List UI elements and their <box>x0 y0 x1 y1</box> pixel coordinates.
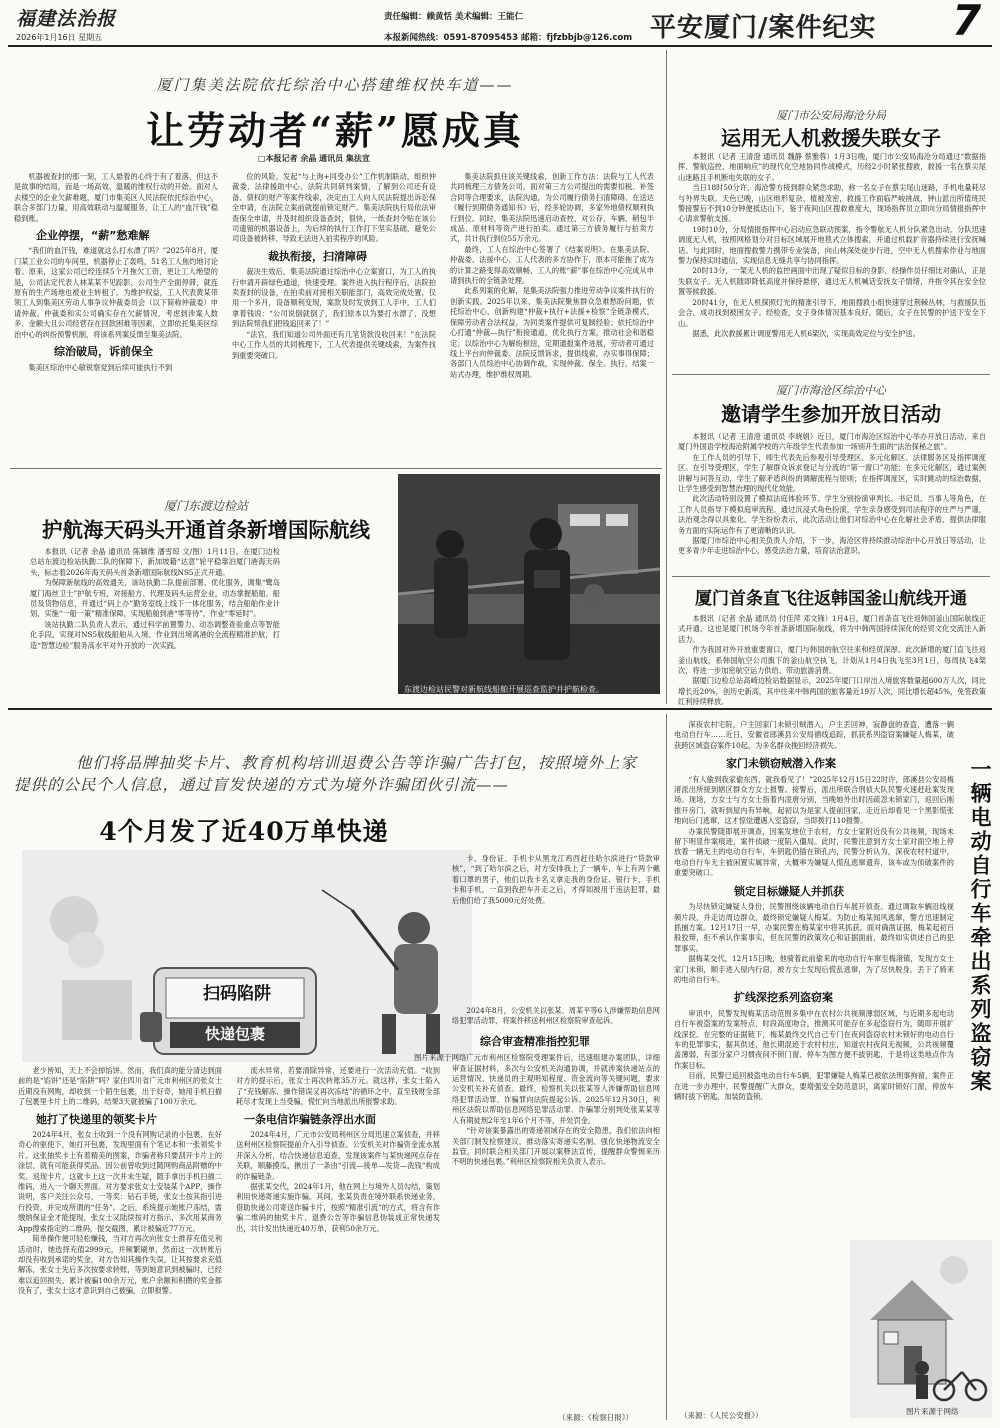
news-hotline: 本报新闻热线：0591-87095453 邮箱：fjfzbbjb@126.com <box>384 33 633 43</box>
fraud-paragraph: 广元市利州区检察院受理案件后，迅速组建办案团队，详细审查证据材料，多次与公安机关沟通协调，并就涉案快递站点的运营情况、快递员的主观明知程度、资金流向等关键问题，要求公安机关补充侦查。最终，检察机关以张某等人涉嫌帮助信息网络犯罪活动罪、诈骗罪向法院提起公诉。2025年12月30日，利州区法院以帮助信息网络犯罪活动罪、诈骗罪分别判处张某某等人有期徒刑2年至1年6个月不等，并处罚金。 <box>452 1053 660 1125</box>
drone-kicker: 厦门市公安局海沧分局 <box>776 109 886 122</box>
school-paragraph: 在工作人员的引导下，师生代表先后参观引导受理区、多元化解区、法律服务区及指挥调度区。在引导受理区，学生了解群众诉求登记与分流的“第一窗口”功能；在多元化解区，通过案例讲解与问答互动，学生了解矛盾纠纷的调解流程与原则；在指挥调度区，实时跳动的综治数据，让学生感受到智慧治理的现代化效能。 <box>678 452 986 494</box>
labor-paragraph: 集美区综治中心敏锐察觉到后续可能执行不到 <box>28 362 173 372</box>
drone-paragraph: 19时10分，分局情报指挥中心启动应急联动预案，指令警航无人机分队紧急出动。分队迅速调度无人机，按照网格划分对目标区域展开地毯式立体搜索，并通过机载扩音器持续进行安抚喊话。与此同时，地面搜救警力携带专业装备，向山林深处徒步行进，空中无人机搜索作业与地面警力保持实时通信，实现信息无缝共享与协同指挥。 <box>678 224 986 266</box>
section-rule <box>8 708 992 710</box>
poster-text-1: 扫码陷阱 <box>203 984 271 1004</box>
bike-subhead-1: 家门未锁窃贼潜入作案 <box>726 757 836 771</box>
fraud-kicker: 他们将品牌抽奖卡片、教育机构培训退费公告等诈骗广告打包，按照境外上家提供的公民个人信息，通过盲发快递的方式为境外诈骗团伙引流—— <box>14 754 638 794</box>
bike-illustration-art <box>850 1240 992 1418</box>
fraud-paragraph: 流水异常，若要清除异常，还要进行一次活动充值。“收到对方的提示后，张女士再次转账35万元。就这样，张女士陷入了“充钱解冻、操作错误又再次冻结”的循环之中，直至钱财全部耗尽才发现上当受骗，慌忙向当地派出所报警求助。 <box>236 1066 440 1107</box>
border-title: 护航海天码头开通首条新增国际航线 <box>42 518 370 542</box>
paper-logo: 福建法治报 <box>16 8 117 30</box>
border-paragraph: 本报讯（记者 余晶 通讯员 陈颖维 潘雪琼 文/图）1月11日，在厦门边检总站东渡边检站执勤二队的保障下，新加坡籍“达意”轮平稳靠泊厦门港海天码头，标志着2026年海天码头首条新增国际航线NS5正式开通。 <box>30 547 280 577</box>
masthead-rule <box>8 45 992 47</box>
labor-paragraph: 位的风险，发起“与上询+同受办公”工作机制联动，组织仲裁委、法律援助中心、法院共同研判案情，了解到公司还有设备、债权的财产等案件线索，决定由工人向人民法院提出诉讼保全申请，在法院立案前就提前锁定财产。集美法院执行局依法审查保全申请，并及时组织设备查封，很快，一纸查封令贴在该公司遗留的机器设备上，为后续的执行工作打下坚实基础，避免公司设备被转移、导致无法进入拍卖程序的风险。 <box>232 172 436 244</box>
labor-col2 <box>232 172 436 464</box>
editor-credits: 责任编辑：赖黄恬 美术编辑：王能仁 <box>384 12 523 22</box>
poster-text-2: 快递包裹 <box>204 1025 265 1043</box>
page-number: 7 <box>952 0 982 45</box>
fraud-col3 <box>452 854 660 1410</box>
bike-subhead-2: 锁定目标嫌疑人并抓获 <box>734 884 844 898</box>
fraud-paragraph: 2024年4月，广元市公安局利州区分局迅速立案侦查，并移送利州区检察院提前介入引导侦查。公安机关对诈骗资金流水展开深入分析，结合快递信息追查，发现该案件与某快递网点存在关联，顺藤摸瓜，揪出了一条由“引流—接单—发货—洗钱”构成的诈骗链条。 <box>236 1130 440 1181</box>
fraud-paragraph: “针对该案暴露出的寄递领域存在的安全隐患，我们依法向相关部门制发检察建议，推动落实寄递实名制、强化快递物流安全监管，同时联合相关部门开展以案释法宣传，提醒群众警惕来历不明的快递包裹。”利州区检察院相关负责人表示。 <box>452 1126 660 1167</box>
border-paragraph: 为保障新航线的高效通关，该站执勤二队提前部署、优化服务，调集“鹭岛厦门海丝卫士”护航专班，对接船方、代理及码头运营企业，动态掌握船舶、船员及货物信息，并通过“码上办”勤务室线上线下一体化服务，结合船舶作业计划，实施“一船一策”精准保障，实现船舶到港“零等待”，作业“零延时”。 <box>30 578 280 619</box>
fraud-paragraph: 卡、身份证、手机卡从黑龙江鸡西赶往哈尔滨进行“贷款审核”，“到了哈尔滨之后，对方安排我上了一辆车，车上有两个戴着口罩的男子，他们以我卡名义拿走我的身份证、银行卡、手机卡和手机，一直到我把车开走之后，才得知被用于违法犯罪，最后他们给了我5000元好处费。 <box>452 854 660 905</box>
labor-paragraph: 最终，工人在综治中心签署了《结案说明》。在集美法院、仲裁委、法援中心、工人代表的多方协作下，原本可能拖了成为的计算之路变得高效顺畅，工人的账“薪”事在综治中心完成从申请到执行的全链条处理。 <box>450 244 654 286</box>
drone-paragraph: 当日18时50分许，海沧警方接到群众紧急求助，称一名女子在蔡尖尾山迷路，手机电量耗尽与外界失联。天色已晚，山区地形复杂、植被茂密，救援工作面临严峻挑战，钟山派出所值班民警接警后不到10分钟便抵达山下，鉴于夜间山区搜救难度大，现场指挥员立即向分局情报指挥中心请求警航支援。 <box>678 183 986 224</box>
school-paragraph: 据厦门市综治中心相关负责人介绍，下一步，海沧区将持续推动综治中心开放日等活动，让更多青少年走进综治中心，感受法治力量，培育法治意识。 <box>678 536 986 556</box>
fraud-paragraph: 2024年4月，张女士收到一个没有网购记录的小包裹，在好奇心的驱使下，她打开包裹，发现里面有个笔记本和一张领奖卡片。这张抽奖卡上有着精美的图案，诈骗者称只要刮开卡片上的涂层，就有可能获得奖品。因公前曾收到过随网购商品附赠的中奖、返现卡片，这就卡上这一次并未生疑，随手拿出手机扫描二维码，进入一个聊天界面。对方要求张女士安装某个APP，操作说明，客户关注公众号，一等奖：钻石手链，张女士按其指引进行投资，并完成所谓的“任务”。之后，系统提示她账户冻结，需缴纳保证金才能提现，张女士又陆续按对方指示，多次用某商务App搜索指定的二维码，提交截图，累计被骗近77万元。 <box>18 1130 222 1233</box>
drone-paragraph: 本报讯（记者 王清澄 通讯员 魏静 蔡雅蓉）1月3日晚，厦门市公安局海沧分局通过“数据指挥、警航巡控、地面响应”的现代化空地协同作战模式，历经2小时紧张搜救，救援一名在蔡尖尾山迷路且手机断电失联的女子。 <box>678 152 986 182</box>
labor-title: 让劳动者“薪”愿成真 <box>146 108 524 153</box>
bike-photo-caption: 图片来源于网络 <box>906 1407 959 1416</box>
labor-subhead-1: 企业停摆，“薪”愁难解 <box>36 229 150 243</box>
bike-paragraph: 据梅某交代，12月15日晚，他骑着此前偷来的电动自行车窜至梅渚镇，发现方女士家门未锁，顺手进入屋内行窃，被方女士发现后慌乱逃窜，为了尽快脱身，丢下了骑来的电动自行车。 <box>674 954 954 984</box>
bike-source: （来源：《人民公安报》） <box>680 1411 763 1420</box>
fraud-paragraph: 2024年8月，公安机关以张某、周某平等6人涉嫌帮助信息网络犯罪活动罪，将案件移送利州区检察院审查起诉。 <box>452 1006 660 1026</box>
labor-paragraph: “我们的血汗钱，难道就这么打水漂了吗？”2025年8月，厦门某工业公司的车间里，机器停止了轰鸣，51名工人焦灼地讨论着。原来，这家公司已经连续5个月拖欠工资，更让工人绝望的是，公司法定代表人林某某不见踪影，公司生产全面停滞，就连原有的生产场地也被业主转租了。为维护权益，工人代表黄某带领工人到集美区劳动人事争议仲裁委员会（以下简称仲裁委）申请仲裁。仲裁委和实公司确实存在欠薪情况，考虑到涉案人数多、金额大且公司经营存在回款困难等因素，立即依托集美区综治中心的纠纷预警机制，将该系列案反馈至集美法院。 <box>14 246 218 339</box>
fraud-subhead-3: 综合审查精准指控犯罪 <box>480 1034 590 1048</box>
bike-paragraph: 目前，民警已追回被盗电动自行车5辆，犯罪嫌疑人梅某已被依法刑事拘留，案件正在进一步办理中。民警提醒广大群众，要增强安全防范意识，离家时锁好门窗，停放车辆时拔下钥匙、加装防盗锁。 <box>674 1071 954 1101</box>
bike-paragraph: 审讯中，民警发现梅某活动范围多集中在农村公共视频薄弱区域，与近期多起电动自行车被盗案的发案特点、时段高度吻合，推测其可能存在多起盗窃行为，随即开展扩线深挖。在完整的证据链下，梅某最终交代自己专门在夜间盗窃农村未锁好的电动自行车的犯罪事实，据其供述，他长期混迹于农村村庄，知道农村夜间无视频，公共视频覆盖薄弱，有部分家户习惯夜间不锁门窗、停车为图方便不拔钥匙，于是将这类地点作为作案目标。 <box>674 1008 954 1070</box>
bike-paragraph: “有人偷到我家偷东西，就我看见了！”2025年12月15日22时许，郎溪县公安局梅渚派出所接到辖区群众方女士报警。接警后，派出所联合刑侦大队民警火速赶赴案发现场。现场，方女士与方女士指着内凌唐分别，当晚她外出时因疏忽未锁家门，返回后刚推开房门，就听到屋内有异响，起初以为是家人提前回家，走近后却看见一个黑影慌张地向后门逃窜，这才惊觉遭遇入室盗窃，当即拨打110报警。 <box>674 774 954 826</box>
school-title: 邀请学生参加开放日活动 <box>721 402 941 426</box>
labor-kicker: 厦门集美法院依托综治中心搭建维权快车道—— <box>156 76 514 94</box>
divider <box>10 468 662 469</box>
korea-body <box>678 614 986 707</box>
divider <box>672 576 990 577</box>
drone-title: 运用无人机救援失联女子 <box>721 126 941 150</box>
labor-paragraph: 此系列案的化解，是集美法院强力推进劳动争议案件执行的创新实践。2025年以来，集美法院聚焦群众急难愁盼问题，依托综治中心，创新构建“仲裁+执行+法援+检察”全链条模式，保障劳动者合法权益，为同类案件提供可复制经验；依托综治中心打通“仲裁—执行”衔接通道，优化执行方案，推动社会和谐稳定；以综治中心为解纷枢纽，定期通报案件进展，劳动者可通过线上平台向仲裁委、法院反馈诉求，提供线索，办实事得保障；各部门人员综治中心协调作战，实现仲裁、保全、执行，结案一站式办理，维护维权周期。 <box>450 286 654 379</box>
school-paragraph: 本报讯（记者 王清澄 通讯员 李晓娟）近日，厦门市海沧区综治中心举办开放日活动，来自厦门外国语学校海沧附属学校的六年级学生代表参加一场别开生面的“法治探秘之旅”。 <box>678 432 986 452</box>
bike-title: 一辆电动自行车牵出系列盗窃案 <box>968 758 993 1094</box>
drone-paragraph: 20时41分，在无人机探照灯光的精准引导下，地面搜救小组快速穿过荆棘丛林，与救援队伍会合，成功找到被困女子。经检查，女子身体情况基本良好，随后，女子在民警的护送下安全下山。 <box>678 297 986 328</box>
drone-body <box>678 152 986 370</box>
fraud-subhead-1: 她打了快递里的领奖卡片 <box>36 1112 157 1126</box>
labor-paragraph: 集美法院抓住该关键线索，创新工作方法：法院与工人代表共同梳理三方债务公司，面对第三方公司提出的需要扣税、补签合同等合理要求，法院沟通，为公司履行债务扫清障碍。在送达《履行到期债务通知书》后，经多轮协调，多家外地债权顺利执行到位。同时，集美法院迅速启动查控、对公存、车辆、稍包半成品、原材料等资产进行拍卖。通过第三方债务履行与拍卖方式，共计执行到位55万余元。 <box>450 172 654 244</box>
school-kicker: 厦门市海沧区综治中心 <box>776 384 886 397</box>
border-kicker: 厦门东渡边检站 <box>163 499 248 513</box>
border-paragraph: 该站执勤二队负责人表示，通过科学前置警力、动态调整查验重点等智能化手段，实现对NS5航线船舶从入境、作业到出境离港的全流程精准护航，打造“智慧边检”服务高水平对外开放的一次实践。 <box>30 619 280 650</box>
labor-col1 <box>14 172 218 464</box>
divider <box>666 714 667 1420</box>
labor-byline: □本报记者 余晶 通讯员 集法宣 <box>258 154 370 163</box>
korea-title: 厦门首条直飞往返韩国釜山航线开通 <box>695 589 967 609</box>
labor-paragraph: 裁决生效后，集美法院通过综治中心立案窗口，为工人的执行申请开辟绿色通道，快速受理。案件进入执行程序后，法院拍卖查封的设备，在拍卖前对接相关职能部门，高效完成处置，仅用一个多月，设备顺利变现，案款及时发放到工人手中，工人们拿着钱说：“公司说倒就倒了，我们原本以为要打水漂了，没想到法院帮我们把钱追回来了！” <box>232 267 436 329</box>
drone-paragraph: 20时13分，一架无人机的监控画面中出现了疑似目标的身影，经操作员仔细比对确认，正是失联女子。无人机随即降低高度并保持悬停，通过无人机喊话安抚女子情绪，并指令其在安全位置等候救援。 <box>678 266 986 297</box>
bike-subhead-3: 扩线深挖系列盗窃案 <box>734 991 833 1005</box>
drone-paragraph: 据悉，此次救援累计调度警用无人机6架次，实现高效定位与安全护送。 <box>692 328 920 338</box>
fraud-paragraph: 老少皆知，天上不会掉馅饼。然而，我们真的能分清达到面前的是“馅饼”还是“陷阱”吗？家住四川省广元市利州区的张女士近期没有网购，却收到一个陌生包裹，出于好奇，她用手机扫描了包裹里卡片上的二维码，结果3天就被骗了100万余元。 <box>18 1066 222 1107</box>
border-photo-illustration <box>398 474 660 694</box>
bike-paragraph: 办案民警随即展开调查，因案发地位于农村，方女士家附近没有公共视频，现场未留下明显作案痕迹，案件侦破一度陷入僵局。此时，民警注意到方女士家对面空地上停放着一辆无主的电动自行车，车钥匙仍插在锁孔内，民警分析认为，深夜农村村道中，电动自行车无主被闲置实属异常，大概率为嫌疑人慌乱逃窜遗弃，该车或为侦破案件的重要突破口。 <box>674 826 954 878</box>
fraud-paragraph: 简单操作便可轻松赚钱，当对方再次向张女士推荐充值兑利活动时，她选择充值2999元，并频繁刷单，然而这一次转账后却没有收到承诺的奖金，对方告知其操作失误，让其按要求充值解冻，张女士先后多次按要求转账，等到她意识到被骗时，已经难以追回损失，累计被骗100余万元，账户余额和积攒的奖金都没有了，张女士这才意识到自己被骗，立即报警。 <box>18 1234 222 1296</box>
fraud-photo-caption: 图片来源于网络 <box>414 1053 467 1062</box>
korea-paragraph: 作为我国对外开放重要窗口，厦门与韩国的航空往来和经贸深厚。此次新增的厦门直飞往返釜山航线，系韩国航空公司旗下的釜山航空执飞，计划从1月4日执飞至3月1日，每周执飞4架次，将进一步加密航空运力供给、带动旅游消费。 <box>678 645 986 676</box>
divider <box>666 50 667 704</box>
korea-paragraph: 本报讯（记者 余晶 通讯员 付佳萍 邓文锋）1月4日，厦门首条直飞往返韩国釜山国际航线正式开通，这也是厦门机场今年首条新增国际航线，将为中韩两国持续深化的经贸文化交流注入新活力。 <box>678 614 986 644</box>
fraud-title: 4个月发了近40万单快递 <box>99 817 389 846</box>
border-body <box>30 547 280 695</box>
labor-lead: 机器被查封的那一刻，工人悬着的心终于有了着落，但这不是故事的结局，而是一场高效、温暖的维权行动的开始。面对人去楼空的企业欠薪难题，厦门市集美区人民法院依托综治中心，联合多部门力量，用高效联动与温暖服务，让工人的“血汗钱”稳稳到账。 <box>14 172 218 223</box>
fraud-paragraph: 据张某交代，2024年1月，他在网上与境外人员勾结，策划利用快递寄递实施诈骗。其间，张某负责在境外联系快递业务，借助快递公司寄送诈骗卡片，按照“精准引流”的方式，将含有诈骗二维码的抽奖卡片、退费公告等诈骗信息伪装成正常快递发出，共计发出快递近40万单，获利50余万元。 <box>236 1182 440 1233</box>
fraud-col2 <box>236 1066 440 1420</box>
fraud-subhead-2: 一条电信诈骗链条浮出水面 <box>244 1112 376 1126</box>
border-photo-caption: 东渡边检站民警对新航线船舶开展巡查监护并护航检查。 <box>404 685 604 694</box>
school-body <box>678 432 986 572</box>
labor-subhead-3: 裁执衔接，扫清障碍 <box>268 249 367 263</box>
divider <box>672 374 990 375</box>
bike-paragraph: 深夜农村宅院，户主回家门未锁引贼潜入，户主丢回神，寂静盘的查盗，遭落一辆电动自行车……近日，安徽省郎溪县公安局循线追踪，抓获系列盗窃案嫌疑人梅某，破获跨区域盗窃案件10起，为多名群众挽回经济损失。 <box>674 720 954 750</box>
bike-illustration <box>850 1240 992 1418</box>
labor-subhead-2: 综治破局，诉前保全 <box>54 345 153 359</box>
korea-paragraph: 据厦门边检总站高崎边检站数据显示，2025年厦门口岸出入境旅客数量超600万人次，同比增长近20%，创历史新高，其中往来中韩两国的旅客量近19万人次，同比增长超45%，免签政策红利持续释放。 <box>678 676 986 707</box>
labor-col3 <box>450 172 654 464</box>
border-photo <box>398 474 660 694</box>
bike-paragraph: 为尽快锁定嫌疑人身份，民警围绕该辆电动自行车展开侦查。通过调取车辆沿线视频片段，并走访周边群众，最终锁定嫌疑人梅某。为防止梅某闻风逃窜，警方迅速制定抓捕方案。12月17日一早，办案民警在梅某家中将其抓获。面对确凿证据，梅某起初百般狡辩，拒不承认作案事实，但在民警的政策攻心和证据面前，最终如实供述自己的犯罪事实。 <box>674 902 954 953</box>
labor-paragraph: “法官，我们知道公司外面还有几笔货款没收回来！”在法院中心工作人员的共同梳理下，工人代表提供关键线索，为案件找到重要突破口。 <box>232 329 436 360</box>
issue-date: 2026年1月16日 星期五 <box>16 33 103 42</box>
fraud-source: （来源：《检察日报》） <box>558 1413 633 1422</box>
section-title: 平安厦门/案件纪实 <box>650 13 877 43</box>
masthead <box>0 0 1000 44</box>
fraud-col1 <box>18 1066 222 1420</box>
school-paragraph: 此次活动特别设置了模拟法庭体验环节。学生分别扮演审判长、书记员、当事人等角色，在工作人员指导下模拟庭审流程。通过沉浸式角色扮演，学生亲身感受到司法程序的庄严与严谨，法治观念得以具象化。学生纷纷表示，此次活动让他们对综治中心在化解社会矛盾、提供法律服务方面的实际运作有了更清晰的认识。 <box>678 494 986 535</box>
